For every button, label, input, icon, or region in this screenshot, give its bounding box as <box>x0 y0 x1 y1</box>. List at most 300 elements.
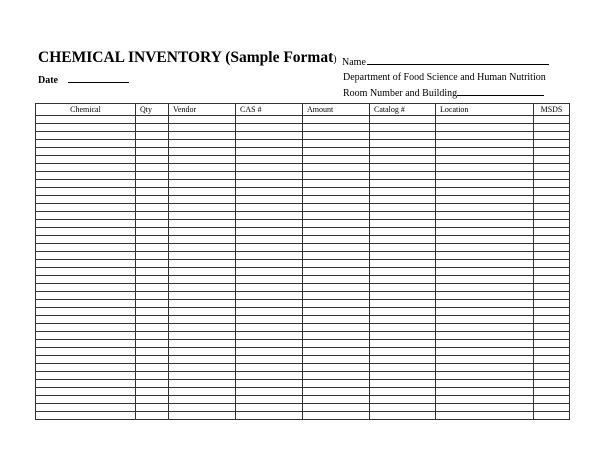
table-cell[interactable] <box>303 300 370 308</box>
table-cell[interactable] <box>236 164 303 172</box>
table-cell[interactable] <box>136 324 169 332</box>
table-cell[interactable] <box>436 300 534 308</box>
table-cell[interactable] <box>136 300 169 308</box>
table-cell[interactable] <box>236 260 303 268</box>
table-cell[interactable] <box>236 228 303 236</box>
table-cell[interactable] <box>169 316 236 324</box>
table-cell[interactable] <box>303 348 370 356</box>
table-cell[interactable] <box>534 220 570 228</box>
table-cell[interactable] <box>136 308 169 316</box>
table-cell[interactable] <box>136 204 169 212</box>
table-cell[interactable] <box>169 244 236 252</box>
table-cell[interactable] <box>136 156 169 164</box>
table-cell[interactable] <box>370 268 436 276</box>
table-cell[interactable] <box>36 116 136 124</box>
table-cell[interactable] <box>169 412 236 420</box>
table-cell[interactable] <box>136 404 169 412</box>
table-cell[interactable] <box>169 396 236 404</box>
table-cell[interactable] <box>136 228 169 236</box>
table-cell[interactable] <box>169 236 236 244</box>
table-cell[interactable] <box>236 396 303 404</box>
table-cell[interactable] <box>169 132 236 140</box>
table-cell[interactable] <box>36 124 136 132</box>
table-cell[interactable] <box>370 228 436 236</box>
table-cell[interactable] <box>36 404 136 412</box>
table-cell[interactable] <box>236 252 303 260</box>
table-cell[interactable] <box>236 180 303 188</box>
table-cell[interactable] <box>370 148 436 156</box>
table-cell[interactable] <box>36 148 136 156</box>
table-cell[interactable] <box>169 228 236 236</box>
table-cell[interactable] <box>36 204 136 212</box>
table-cell[interactable] <box>370 140 436 148</box>
table-cell[interactable] <box>36 380 136 388</box>
table-cell[interactable] <box>303 124 370 132</box>
table-cell[interactable] <box>534 132 570 140</box>
table-cell[interactable] <box>169 196 236 204</box>
table-cell[interactable] <box>36 244 136 252</box>
table-cell[interactable] <box>370 196 436 204</box>
table-cell[interactable] <box>169 116 236 124</box>
table-cell[interactable] <box>303 340 370 348</box>
table-cell[interactable] <box>436 260 534 268</box>
table-cell[interactable] <box>436 268 534 276</box>
table-cell[interactable] <box>303 268 370 276</box>
table-cell[interactable] <box>36 228 136 236</box>
table-cell[interactable] <box>303 172 370 180</box>
table-cell[interactable] <box>534 276 570 284</box>
table-cell[interactable] <box>169 324 236 332</box>
table-cell[interactable] <box>136 124 169 132</box>
table-cell[interactable] <box>136 148 169 156</box>
table-cell[interactable] <box>303 380 370 388</box>
table-cell[interactable] <box>534 164 570 172</box>
table-cell[interactable] <box>169 204 236 212</box>
table-cell[interactable] <box>370 300 436 308</box>
table-cell[interactable] <box>436 228 534 236</box>
table-cell[interactable] <box>36 356 136 364</box>
table-cell[interactable] <box>36 308 136 316</box>
date-blank-line[interactable] <box>68 73 129 83</box>
table-cell[interactable] <box>370 316 436 324</box>
table-cell[interactable] <box>436 244 534 252</box>
table-cell[interactable] <box>370 356 436 364</box>
table-cell[interactable] <box>534 252 570 260</box>
table-cell[interactable] <box>36 220 136 228</box>
table-cell[interactable] <box>36 364 136 372</box>
table-cell[interactable] <box>236 380 303 388</box>
table-cell[interactable] <box>136 140 169 148</box>
table-cell[interactable] <box>436 396 534 404</box>
table-cell[interactable] <box>534 140 570 148</box>
table-cell[interactable] <box>370 180 436 188</box>
table-cell[interactable] <box>370 244 436 252</box>
table-cell[interactable] <box>236 316 303 324</box>
table-cell[interactable] <box>36 180 136 188</box>
table-cell[interactable] <box>534 204 570 212</box>
table-cell[interactable] <box>136 236 169 244</box>
table-cell[interactable] <box>370 132 436 140</box>
table-cell[interactable] <box>236 124 303 132</box>
table-cell[interactable] <box>370 260 436 268</box>
table-cell[interactable] <box>236 268 303 276</box>
table-cell[interactable] <box>370 364 436 372</box>
table-cell[interactable] <box>36 260 136 268</box>
table-cell[interactable] <box>436 172 534 180</box>
table-cell[interactable] <box>136 268 169 276</box>
table-cell[interactable] <box>303 212 370 220</box>
table-cell[interactable] <box>534 380 570 388</box>
name-blank-line[interactable] <box>367 55 549 65</box>
table-cell[interactable] <box>136 396 169 404</box>
table-cell[interactable] <box>169 180 236 188</box>
table-cell[interactable] <box>436 196 534 204</box>
room-building-field[interactable] <box>343 86 544 99</box>
table-cell[interactable] <box>36 132 136 140</box>
table-cell[interactable] <box>436 204 534 212</box>
table-cell[interactable] <box>436 316 534 324</box>
table-cell[interactable] <box>303 236 370 244</box>
table-cell[interactable] <box>370 332 436 340</box>
table-cell[interactable] <box>136 380 169 388</box>
table-cell[interactable] <box>534 268 570 276</box>
table-cell[interactable] <box>236 188 303 196</box>
table-cell[interactable] <box>136 332 169 340</box>
table-cell[interactable] <box>370 188 436 196</box>
table-cell[interactable] <box>236 236 303 244</box>
table-cell[interactable] <box>303 180 370 188</box>
table-cell[interactable] <box>136 284 169 292</box>
table-cell[interactable] <box>169 276 236 284</box>
table-cell[interactable] <box>370 124 436 132</box>
table-cell[interactable] <box>236 148 303 156</box>
table-cell[interactable] <box>136 244 169 252</box>
table-cell[interactable] <box>236 276 303 284</box>
table-cell[interactable] <box>169 300 236 308</box>
table-cell[interactable] <box>370 164 436 172</box>
table-cell[interactable] <box>136 188 169 196</box>
table-cell[interactable] <box>534 348 570 356</box>
table-cell[interactable] <box>370 404 436 412</box>
table-cell[interactable] <box>36 276 136 284</box>
table-cell[interactable] <box>436 332 534 340</box>
table-cell[interactable] <box>169 388 236 396</box>
table-cell[interactable] <box>436 364 534 372</box>
table-cell[interactable] <box>436 212 534 220</box>
table-cell[interactable] <box>169 268 236 276</box>
table-cell[interactable] <box>236 372 303 380</box>
table-cell[interactable] <box>136 356 169 364</box>
table-cell[interactable] <box>169 140 236 148</box>
table-cell[interactable] <box>436 220 534 228</box>
table-cell[interactable] <box>436 236 534 244</box>
table-cell[interactable] <box>36 172 136 180</box>
table-cell[interactable] <box>370 284 436 292</box>
table-cell[interactable] <box>36 284 136 292</box>
table-cell[interactable] <box>236 348 303 356</box>
table-cell[interactable] <box>303 204 370 212</box>
table-cell[interactable] <box>436 356 534 364</box>
name-field[interactable] <box>342 55 549 68</box>
table-cell[interactable] <box>169 156 236 164</box>
table-cell[interactable] <box>303 356 370 364</box>
table-cell[interactable] <box>36 316 136 324</box>
table-cell[interactable] <box>436 324 534 332</box>
table-cell[interactable] <box>236 364 303 372</box>
table-cell[interactable] <box>370 276 436 284</box>
table-cell[interactable] <box>436 284 534 292</box>
table-cell[interactable] <box>169 212 236 220</box>
table-cell[interactable] <box>436 116 534 124</box>
table-cell[interactable] <box>436 180 534 188</box>
table-cell[interactable] <box>36 156 136 164</box>
table-cell[interactable] <box>534 364 570 372</box>
table-cell[interactable] <box>303 188 370 196</box>
table-cell[interactable] <box>303 308 370 316</box>
table-cell[interactable] <box>169 332 236 340</box>
table-cell[interactable] <box>136 132 169 140</box>
table-cell[interactable] <box>303 276 370 284</box>
table-cell[interactable] <box>303 388 370 396</box>
table-cell[interactable] <box>136 372 169 380</box>
table-cell[interactable] <box>36 372 136 380</box>
table-cell[interactable] <box>436 140 534 148</box>
table-cell[interactable] <box>370 348 436 356</box>
table-cell[interactable] <box>236 412 303 420</box>
table-cell[interactable] <box>370 292 436 300</box>
table-cell[interactable] <box>436 404 534 412</box>
table-cell[interactable] <box>534 180 570 188</box>
table-cell[interactable] <box>534 124 570 132</box>
table-cell[interactable] <box>236 340 303 348</box>
table-cell[interactable] <box>534 388 570 396</box>
table-cell[interactable] <box>169 260 236 268</box>
table-cell[interactable] <box>136 364 169 372</box>
table-cell[interactable] <box>303 228 370 236</box>
table-cell[interactable] <box>303 364 370 372</box>
table-cell[interactable] <box>534 116 570 124</box>
table-cell[interactable] <box>36 236 136 244</box>
table-cell[interactable] <box>534 244 570 252</box>
table-cell[interactable] <box>534 284 570 292</box>
table-cell[interactable] <box>36 140 136 148</box>
table-cell[interactable] <box>534 212 570 220</box>
table-cell[interactable] <box>36 324 136 332</box>
table-cell[interactable] <box>370 220 436 228</box>
table-cell[interactable] <box>236 212 303 220</box>
table-cell[interactable] <box>436 388 534 396</box>
table-cell[interactable] <box>236 196 303 204</box>
table-cell[interactable] <box>303 244 370 252</box>
table-cell[interactable] <box>169 364 236 372</box>
table-cell[interactable] <box>436 124 534 132</box>
table-cell[interactable] <box>169 348 236 356</box>
table-cell[interactable] <box>303 372 370 380</box>
table-cell[interactable] <box>169 124 236 132</box>
table-cell[interactable] <box>136 196 169 204</box>
table-cell[interactable] <box>236 140 303 148</box>
table-cell[interactable] <box>236 300 303 308</box>
table-cell[interactable] <box>36 332 136 340</box>
table-cell[interactable] <box>236 220 303 228</box>
table-cell[interactable] <box>303 156 370 164</box>
table-cell[interactable] <box>370 412 436 420</box>
table-cell[interactable] <box>303 148 370 156</box>
table-cell[interactable] <box>236 132 303 140</box>
table-cell[interactable] <box>236 284 303 292</box>
table-cell[interactable] <box>236 388 303 396</box>
table-cell[interactable] <box>169 356 236 364</box>
table-cell[interactable] <box>236 308 303 316</box>
table-cell[interactable] <box>36 292 136 300</box>
table-cell[interactable] <box>303 324 370 332</box>
table-cell[interactable] <box>169 404 236 412</box>
table-cell[interactable] <box>534 412 570 420</box>
table-cell[interactable] <box>136 348 169 356</box>
table-cell[interactable] <box>370 308 436 316</box>
table-cell[interactable] <box>436 412 534 420</box>
table-cell[interactable] <box>436 132 534 140</box>
table-cell[interactable] <box>370 340 436 348</box>
table-cell[interactable] <box>236 324 303 332</box>
table-cell[interactable] <box>136 116 169 124</box>
table-cell[interactable] <box>534 316 570 324</box>
table-cell[interactable] <box>36 212 136 220</box>
table-cell[interactable] <box>534 396 570 404</box>
table-cell[interactable] <box>303 316 370 324</box>
table-cell[interactable] <box>169 164 236 172</box>
table-cell[interactable] <box>236 332 303 340</box>
table-cell[interactable] <box>303 220 370 228</box>
table-cell[interactable] <box>534 372 570 380</box>
table-cell[interactable] <box>36 396 136 404</box>
table-cell[interactable] <box>36 300 136 308</box>
table-cell[interactable] <box>303 132 370 140</box>
table-cell[interactable] <box>370 236 436 244</box>
table-cell[interactable] <box>36 164 136 172</box>
table-cell[interactable] <box>169 188 236 196</box>
table-cell[interactable] <box>303 396 370 404</box>
table-cell[interactable] <box>236 116 303 124</box>
table-cell[interactable] <box>236 156 303 164</box>
table-cell[interactable] <box>436 340 534 348</box>
table-cell[interactable] <box>36 252 136 260</box>
table-cell[interactable] <box>303 404 370 412</box>
table-cell[interactable] <box>534 172 570 180</box>
table-cell[interactable] <box>169 148 236 156</box>
table-cell[interactable] <box>136 220 169 228</box>
table-cell[interactable] <box>534 156 570 164</box>
table-cell[interactable] <box>534 228 570 236</box>
table-cell[interactable] <box>169 220 236 228</box>
table-cell[interactable] <box>169 292 236 300</box>
table-cell[interactable] <box>534 324 570 332</box>
table-cell[interactable] <box>136 412 169 420</box>
table-cell[interactable] <box>36 348 136 356</box>
table-cell[interactable] <box>236 292 303 300</box>
table-cell[interactable] <box>236 204 303 212</box>
table-cell[interactable] <box>303 196 370 204</box>
table-cell[interactable] <box>236 244 303 252</box>
table-cell[interactable] <box>534 332 570 340</box>
table-cell[interactable] <box>436 292 534 300</box>
table-cell[interactable] <box>534 340 570 348</box>
table-cell[interactable] <box>534 292 570 300</box>
table-cell[interactable] <box>370 204 436 212</box>
table-cell[interactable] <box>169 284 236 292</box>
date-field[interactable] <box>38 73 129 86</box>
table-cell[interactable] <box>136 388 169 396</box>
table-cell[interactable] <box>534 260 570 268</box>
table-cell[interactable] <box>370 252 436 260</box>
table-cell[interactable] <box>36 196 136 204</box>
table-cell[interactable] <box>236 404 303 412</box>
table-cell[interactable] <box>136 212 169 220</box>
table-cell[interactable] <box>534 404 570 412</box>
table-cell[interactable] <box>436 276 534 284</box>
table-cell[interactable] <box>370 388 436 396</box>
table-cell[interactable] <box>534 356 570 364</box>
table-cell[interactable] <box>303 260 370 268</box>
table-cell[interactable] <box>136 292 169 300</box>
table-cell[interactable] <box>303 252 370 260</box>
table-cell[interactable] <box>169 308 236 316</box>
table-cell[interactable] <box>136 180 169 188</box>
table-cell[interactable] <box>303 116 370 124</box>
table-cell[interactable] <box>303 140 370 148</box>
table-cell[interactable] <box>303 412 370 420</box>
table-cell[interactable] <box>136 252 169 260</box>
table-cell[interactable] <box>370 156 436 164</box>
table-cell[interactable] <box>169 252 236 260</box>
table-cell[interactable] <box>436 188 534 196</box>
table-cell[interactable] <box>436 348 534 356</box>
table-cell[interactable] <box>370 116 436 124</box>
table-cell[interactable] <box>436 372 534 380</box>
table-cell[interactable] <box>136 316 169 324</box>
table-cell[interactable] <box>436 148 534 156</box>
table-cell[interactable] <box>534 196 570 204</box>
table-cell[interactable] <box>370 324 436 332</box>
table-cell[interactable] <box>436 380 534 388</box>
table-cell[interactable] <box>436 156 534 164</box>
table-cell[interactable] <box>169 380 236 388</box>
table-cell[interactable] <box>236 172 303 180</box>
table-cell[interactable] <box>36 188 136 196</box>
table-cell[interactable] <box>136 164 169 172</box>
table-cell[interactable] <box>136 340 169 348</box>
table-cell[interactable] <box>169 340 236 348</box>
table-cell[interactable] <box>370 172 436 180</box>
room-building-blank-line[interactable] <box>457 86 544 96</box>
table-cell[interactable] <box>36 268 136 276</box>
table-cell[interactable] <box>534 300 570 308</box>
table-cell[interactable] <box>534 188 570 196</box>
table-cell[interactable] <box>303 284 370 292</box>
table-cell[interactable] <box>236 356 303 364</box>
table-cell[interactable] <box>370 380 436 388</box>
table-cell[interactable] <box>436 252 534 260</box>
table-cell[interactable] <box>436 308 534 316</box>
table-cell[interactable] <box>136 172 169 180</box>
table-cell[interactable] <box>534 308 570 316</box>
table-cell[interactable] <box>169 372 236 380</box>
table-cell[interactable] <box>534 148 570 156</box>
table-cell[interactable] <box>436 164 534 172</box>
table-cell[interactable] <box>36 412 136 420</box>
table-cell[interactable] <box>169 172 236 180</box>
table-cell[interactable] <box>303 332 370 340</box>
